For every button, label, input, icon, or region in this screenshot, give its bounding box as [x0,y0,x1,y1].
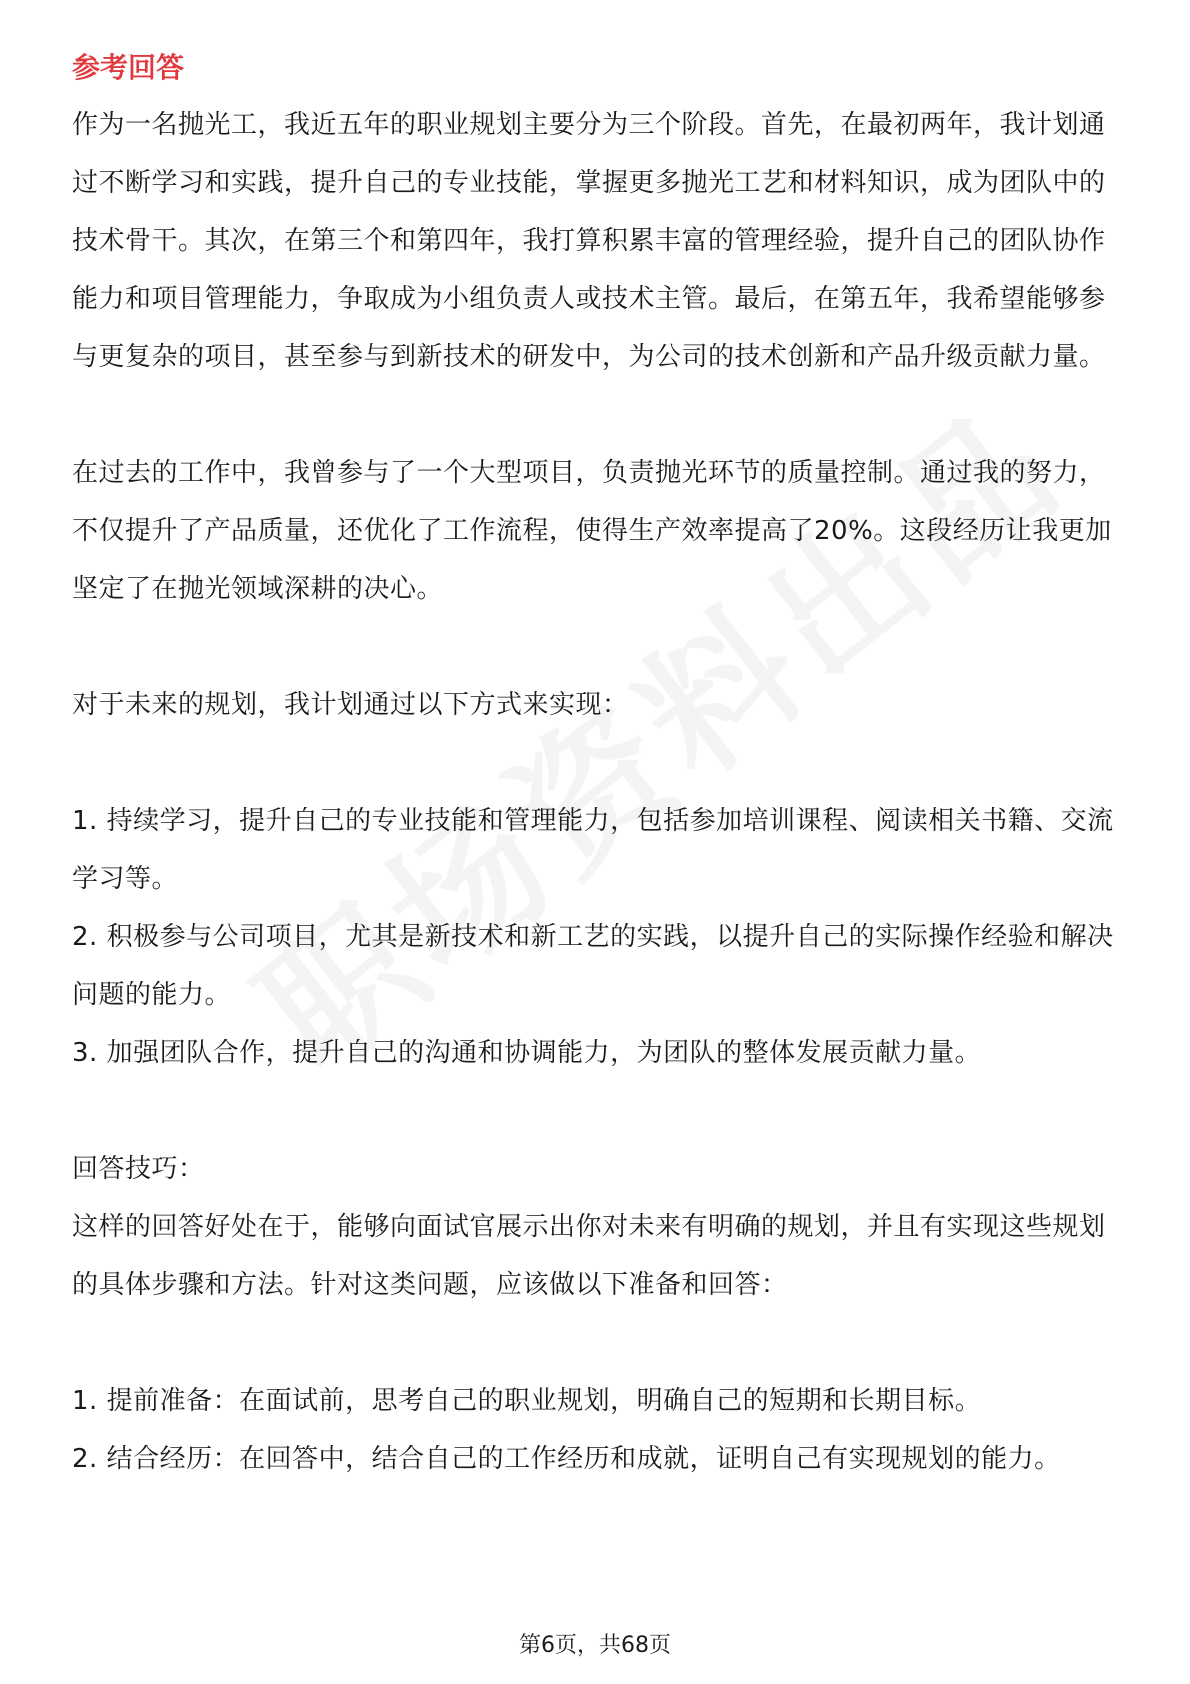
tips-label: 回答技巧： [72,1154,205,1184]
spacer [72,618,1122,676]
experience-paragraph: 在过去的工作中，我曾参与了一个大型项目，负责抛光环节的质量控制。通过我的努力，不仅提升了产品质量，还优化了工作流程，使得生产效率提高了20%。这段经历让我更加坚定了在抛光领域深耕的决心。 [72,458,1112,604]
section-heading: 参考回答 [72,51,185,84]
plan-item: 1. 持续学习，提升自己的专业技能和管理能力，包括参加培训课程、阅读相关书籍、交流学习等。 [72,806,1114,894]
content-body [72,46,1122,1488]
intro-paragraph: 作为一名抛光工，我近五年的职业规划主要分为三个阶段。首先，在最初两年，我计划通过不断学习和实践，提升自己的专业技能，掌握更多抛光工艺和材料知识，成为团队中的技术骨干。其次，在第三个和第四年，我打算积累丰富的管理经验，提升自己的团队协作能力和项目管理能力，争取成为小组负责人或技术主管。最后，在第五年，我希望能够参与更复杂的项目，甚至参与到新技术的研发中，为公司的技术创新和产品升级贡献力量。 [72,110,1106,372]
tip-item: 2. 结合经历：在回答中，结合自己的工作经历和成就，证明自己有实现规划的能力。 [72,1444,1061,1474]
spacer [72,1314,1122,1372]
spacer [72,734,1122,792]
plan-item: 3. 加强团队合作，提升自己的沟通和协调能力，为团队的整体发展贡献力量。 [72,1038,982,1068]
spacer [72,1082,1122,1140]
plan-intro-paragraph: 对于未来的规划，我计划通过以下方式来实现： [72,690,629,720]
tip-item: 1. 提前准备：在面试前，思考自己的职业规划，明确自己的短期和长期目标。 [72,1386,982,1416]
plan-item: 2. 积极参与公司项目，尤其是新技术和新工艺的实践，以提升自己的实际操作经验和解决问题的能力。 [72,922,1114,1010]
page-number-footer: 第6页，共68页 [519,1633,671,1658]
spacer [72,386,1122,444]
tips-paragraph: 这样的回答好处在于，能够向面试官展示出你对未来有明确的规划，并且有实现这些规划的具体步骤和方法。针对这类问题，应该做以下准备和回答： [72,1212,1106,1300]
